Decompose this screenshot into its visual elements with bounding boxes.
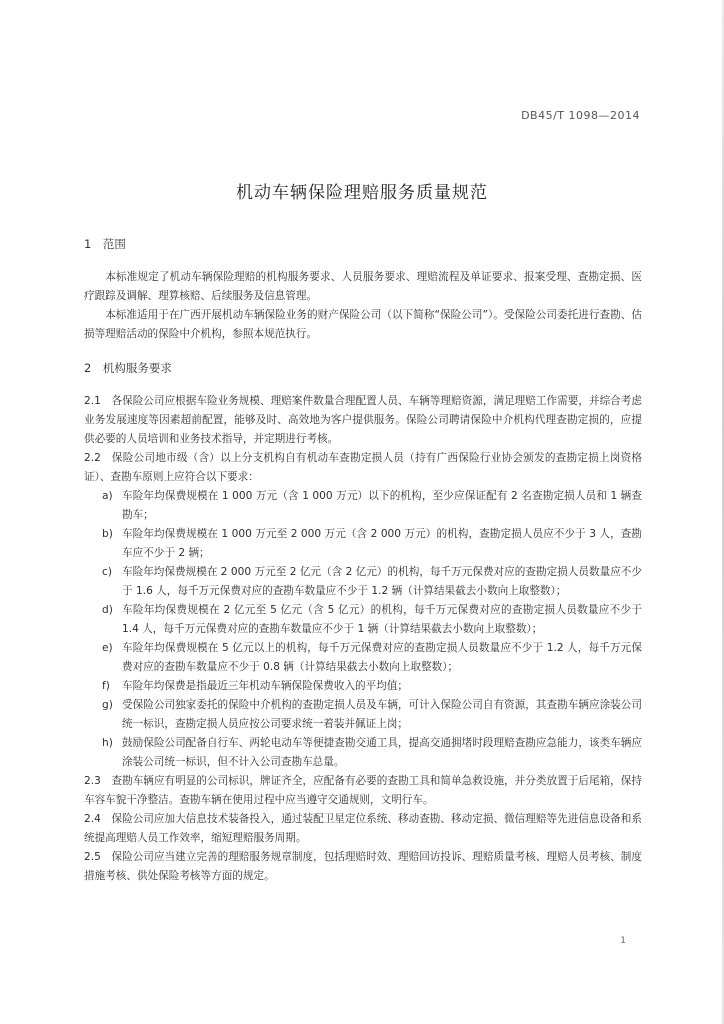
clause-2-5: 2.5 保险公司应当建立完善的理赔服务规章制度，包括理赔时效、理赔回访投诉、理赔质量考核、理赔人员考核、制度措施考核、供处保险考核等方面的规定。 [84, 851, 642, 882]
list-item [84, 525, 642, 563]
list-marker: b) [102, 528, 113, 540]
list-marker: h) [102, 737, 113, 749]
list-item [84, 696, 642, 734]
standard-code: DB45/T 1098—2014 [521, 109, 640, 122]
list-item-text: 车险年均保费是指最近三年机动车辆保险保费收入的平均值； [122, 680, 409, 692]
list-item-text: 车险年均保费规模在 5 亿元以上的机构，每千万元保费对应的查勘定损人员数量应不少于 1.2 人，每千万元保费对应的查勘车数量应不少于 0.8 辆（计算结果截去小数向上取整数）； [122, 642, 642, 673]
clause-2-1: 2.1 各保险公司应根据车险业务规模、理赔案件数量合理配置人员、车辆等理赔资源，满足理赔工作需要，并综合考虑业务发展速度等因素超前配置，能够及时、高效地为客户提供服务。保险公司聘请保险中介机构代理查勘定损的，应提供必要的人员培训和业务技术指导，并定期进行考核。 [84, 395, 642, 445]
page-number: 1 [620, 936, 626, 946]
list-marker: d) [102, 604, 113, 616]
document-title: 机动车辆保险理赔服务质量规范 [236, 183, 488, 203]
clause-2-2: 2.2 保险公司地市级（含）以上分支机构自有机动车查勘定损人员（持有广西保险行业协会颁发的查勘定损上岗资格证）、查勘车原则上应符合以下要求： [84, 452, 642, 483]
list-marker: g) [102, 699, 113, 711]
list-item-text: 车险年均保费规模在 1 000 万元（含 1 000 万元）以下的机构，至少应保证配有 2 名查勘定损人员和 1 辆查勘车； [122, 490, 642, 521]
list-item [84, 677, 642, 696]
list-item [84, 734, 642, 772]
document-body [84, 234, 642, 886]
list-item-text: 车险年均保费规模在 2 000 万元至 2 亿元（含 2 亿元）的机构，每千万元保费对应的查勘定损人员数量应不少于 1.6 人，每千万元保费对应的查勘车数量应不少于 1.2 辆（计算结果截去小数向上取整数）； [122, 566, 642, 597]
list-marker: c) [102, 566, 112, 578]
list-item [84, 639, 642, 677]
list-marker: e) [102, 642, 113, 654]
section-1-paragraph-1: 本标准规定了机动车辆保险理赔的机构服务要求、人员服务要求、理赔流程及单证要求、报案受理、查勘定损、医疗跟踪及调解、理算核赔、后续服务及信息管理。 [84, 271, 642, 302]
list-item-text: 受保险公司独家委托的保险中介机构的查勘定损人员及车辆，可计入保险公司自有资源，其查勘车辆应涂装公司统一标识，查勘定损人员应按公司要求统一着装并佩证上岗； [122, 699, 642, 730]
clause-2-3: 2.3 查勘车辆应有明显的公司标识，牌证齐全，应配备有必要的查勘工具和简单急救设施，并分类放置于后尾箱，保持车容车貌干净整洁。查勘车辆在使用过程中应当遵守交通规则，文明行车。 [84, 775, 642, 806]
list-item [84, 487, 642, 525]
clause-2-4: 2.4 保险公司应加大信息技术装备投入，通过装配卫星定位系统、移动查勘、移动定损、微信理赔等先进信息设备和系统提高理赔人员工作效率，缩短理赔服务周期。 [84, 813, 642, 844]
list-item-text: 车险年均保费规模在 1 000 万元至 2 000 万元（含 2 000 万元）的机构，查勘定损人员应不少于 3 人，查勘车应不少于 2 辆； [122, 528, 642, 559]
requirement-list [84, 487, 642, 772]
section-2-heading: 2 机构服务要求 [84, 361, 172, 375]
list-item-text: 车险年均保费规模在 2 亿元至 5 亿元（含 5 亿元）的机构，每千万元保费对应的查勘定损人员数量应不少于 1.4 人，每千万元保费对应的查勘车数量应不少于 1 辆（计算结果截去小数向上取整数）； [122, 604, 642, 635]
list-item-text: 鼓励保险公司配备自行车、两轮电动车等便捷查勘交通工具，提高交通拥堵时段理赔查勘应急能力，该类车辆应涂装公司统一标识，但不计入公司查勘车总量。 [122, 737, 642, 768]
section-1-heading: 1 范围 [84, 237, 126, 251]
list-marker: f) [102, 680, 110, 692]
section-1-paragraph-2: 本标准适用于在广西开展机动车辆保险业务的财产保险公司（以下简称“保险公司”）。受保险公司委托进行查勘、估损等理赔活动的保险中介机构，参照本规范执行。 [84, 309, 642, 340]
list-item [84, 601, 642, 639]
list-marker: a) [102, 490, 113, 502]
list-item [84, 563, 642, 601]
